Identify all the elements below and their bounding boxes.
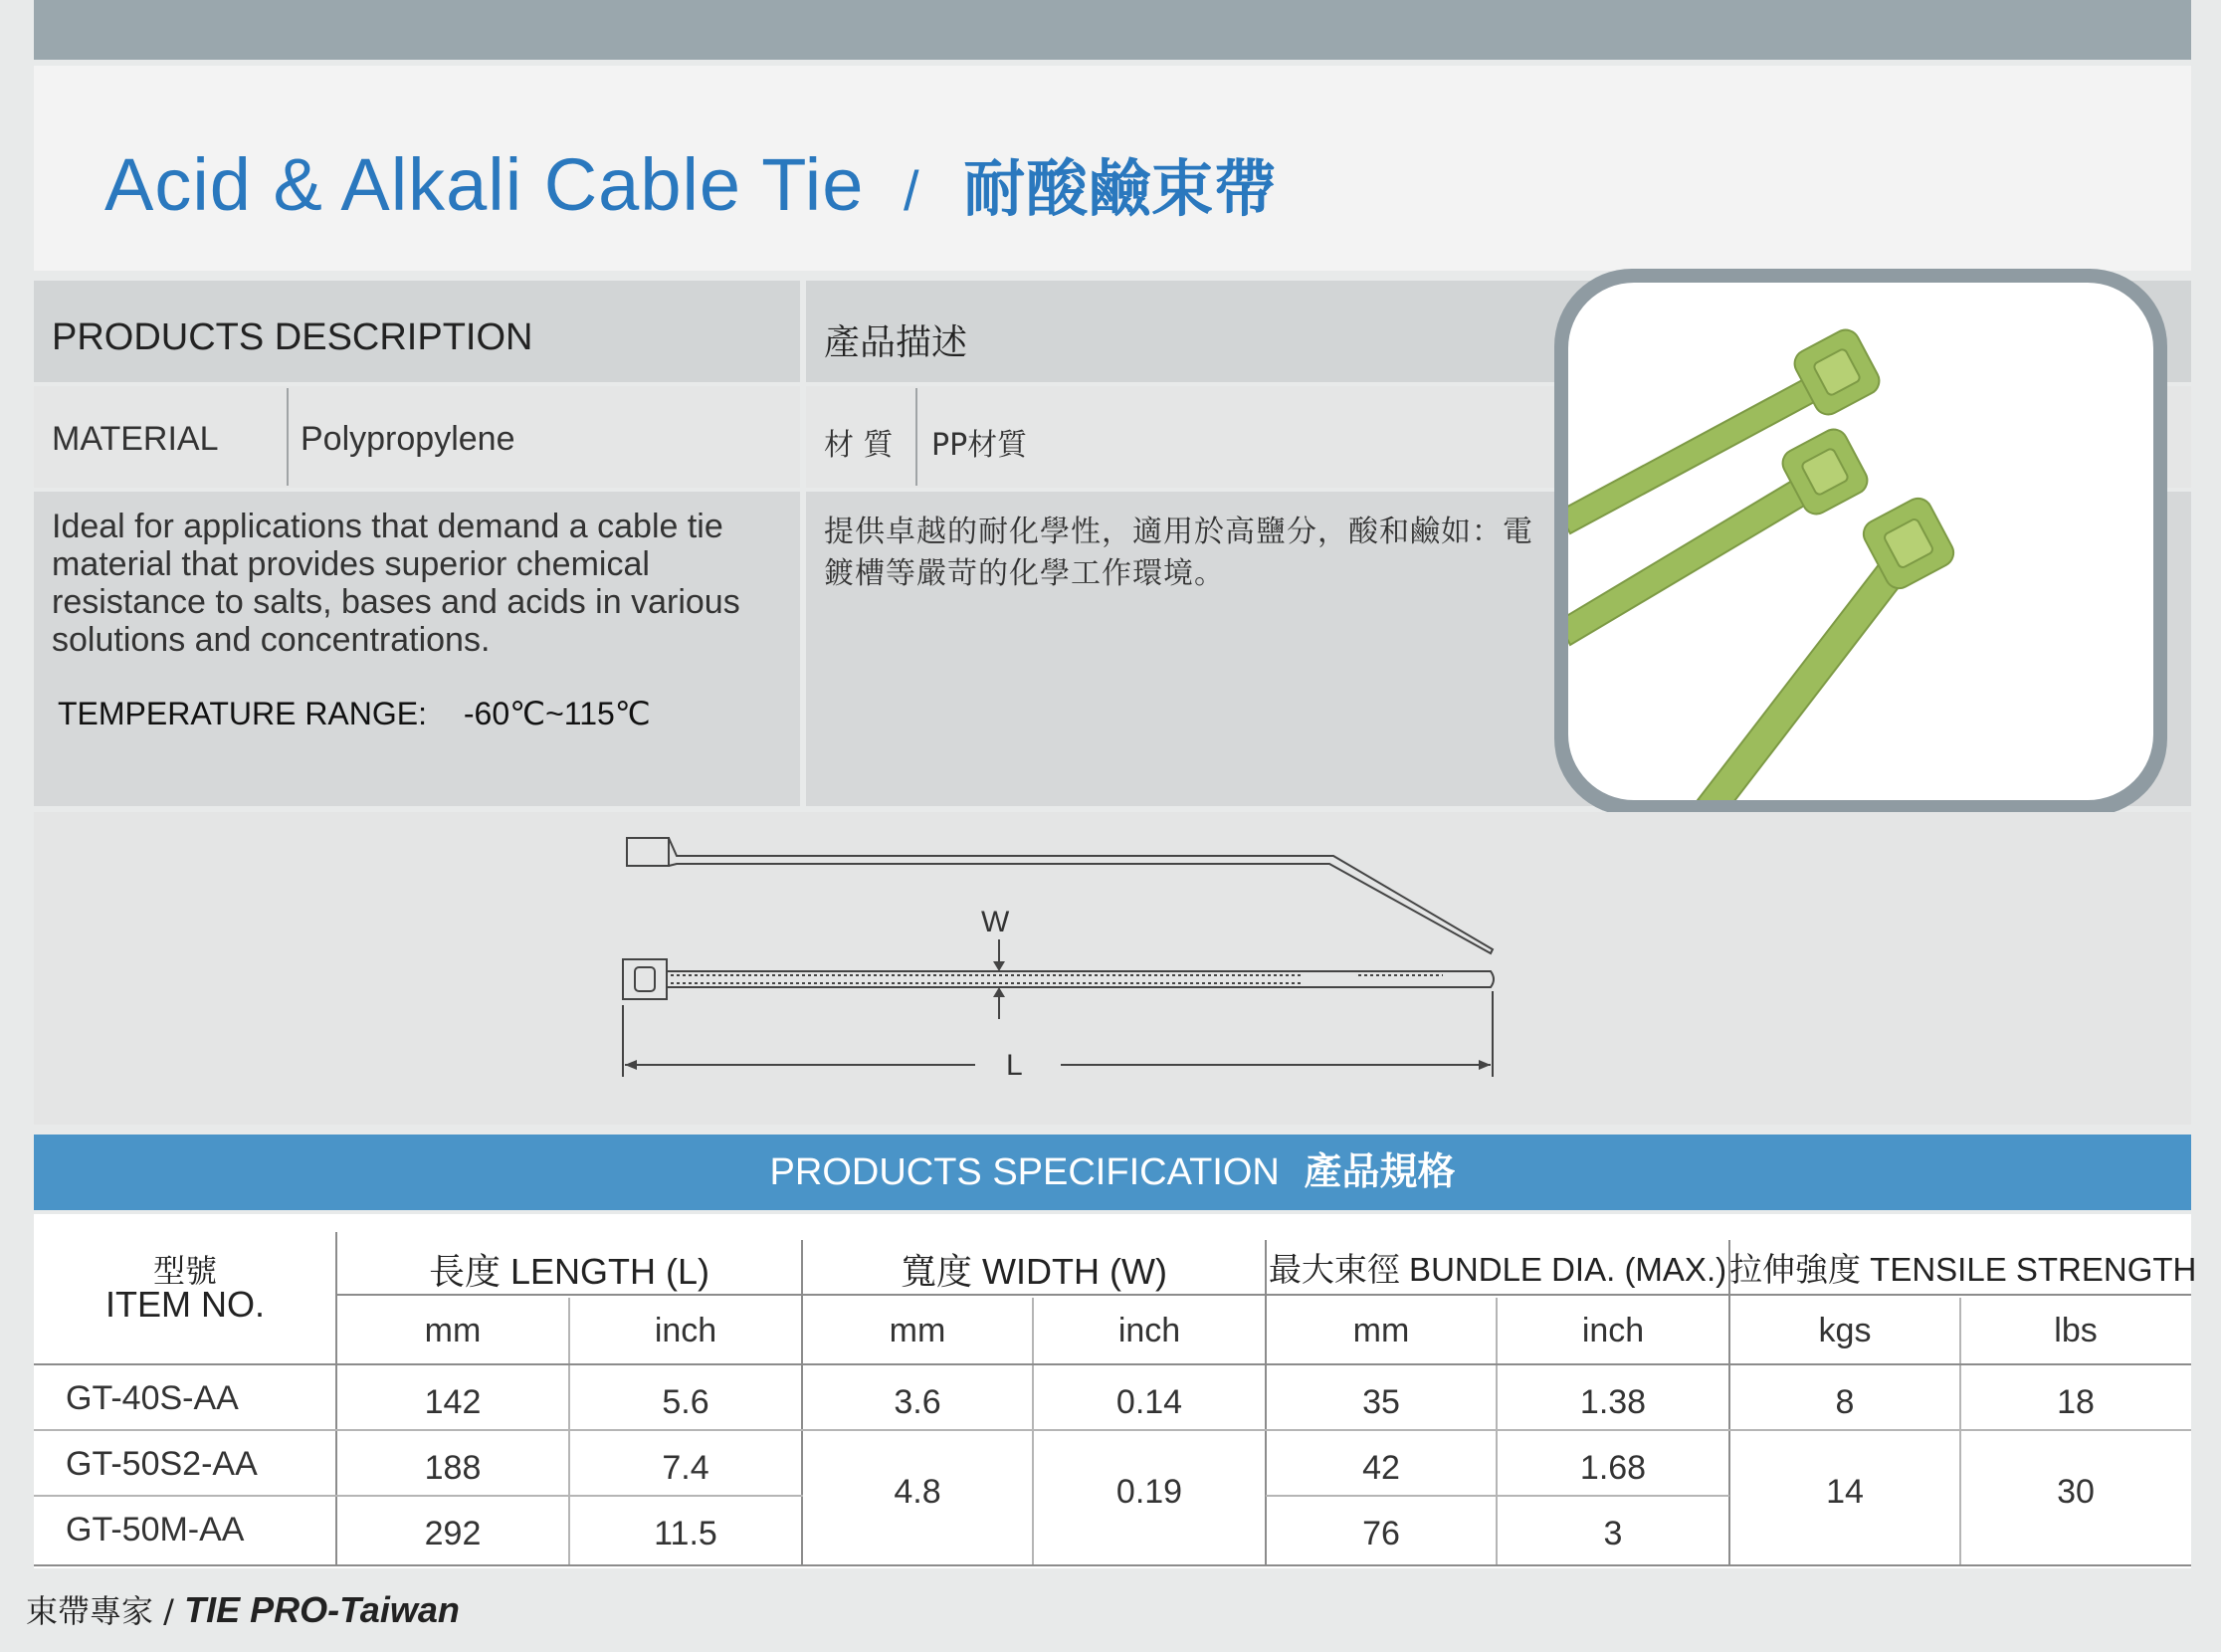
drawing-strap-front (667, 971, 1494, 987)
length-inch: 7.4 (662, 1449, 709, 1487)
unit-header: mm (889, 1312, 946, 1349)
item-no: GT-40S-AA (66, 1379, 239, 1417)
footer-zh: 束帶專家 / (26, 1592, 185, 1630)
page-title (104, 139, 1277, 228)
table-hline (34, 1564, 2191, 1566)
description-body-en: Ideal for applications that demand a cable tie material that provides superior chemical resistance to salts, bases and acids in various solutions and concentrations. (52, 508, 740, 659)
bundle-inch: 1.38 (1579, 1383, 1647, 1421)
tensile-kgs: 14 (1826, 1473, 1864, 1511)
material-label-zh: 材 質 (824, 428, 894, 463)
unit-header: kgs (1818, 1312, 1872, 1349)
spec-title-en: PRODUCTS SPECIFICATION (769, 1151, 1280, 1193)
width-label: W (981, 906, 1010, 938)
title-separator: / (903, 159, 920, 222)
length-mm: 188 (424, 1449, 482, 1487)
product-photo (1568, 283, 2153, 800)
description-heading-en: PRODUCTS DESCRIPTION (52, 316, 533, 358)
length-header: 長度 LENGTH (L) (428, 1251, 710, 1292)
length-mm: 292 (424, 1515, 482, 1552)
unit-header: mm (1352, 1312, 1410, 1349)
drawing-head-top (627, 838, 669, 866)
unit-header: inch (654, 1312, 717, 1349)
tensile-kgs: 8 (1835, 1383, 1855, 1421)
table-hline (34, 1429, 2191, 1431)
bundle-mm: 42 (1362, 1449, 1400, 1487)
length-inch: 5.6 (662, 1383, 709, 1421)
bundle-header: 最大束徑 BUNDLE DIA. (MAX.) (1268, 1251, 1727, 1288)
unit-header: lbs (2054, 1312, 2098, 1349)
table-hline (34, 1495, 803, 1497)
top-band (34, 0, 2191, 60)
table-hline (34, 1363, 2191, 1365)
bundle-inch: 1.68 (1579, 1449, 1647, 1487)
length-mm: 142 (424, 1383, 482, 1421)
cable-tie-illustration (1568, 283, 2153, 800)
temperature-label: TEMPERATURE RANGE: (58, 696, 427, 731)
drawing-head-slot (635, 967, 655, 991)
width-header: 寬度 WIDTH (W) (901, 1251, 1167, 1292)
item-no: GT-50M-AA (66, 1511, 245, 1549)
tensile-lbs: 30 (2057, 1473, 2095, 1511)
spec-title (34, 1135, 2191, 1210)
material-value-en: Polypropylene (301, 420, 515, 458)
footer (26, 1586, 460, 1632)
title-en: Acid & Alkali Cable Tie (104, 143, 865, 226)
width-mm: 4.8 (894, 1473, 941, 1511)
bundle-mm: 76 (1362, 1515, 1400, 1552)
title-zh: 耐酸鹼束帶 (963, 155, 1278, 224)
drawing-head-front (623, 959, 667, 999)
description-body-zh: 提供卓越的耐化學性，適用於高鹽分，酸和鹼如：電鍍槽等嚴苛的化學工作環境。 (824, 515, 1533, 591)
material-value-zh: PP材質 (931, 428, 1028, 463)
spec-title-zh: 產品規格 (1304, 1151, 1456, 1193)
length-inch: 11.5 (654, 1515, 717, 1552)
temperature-value: -60℃~115℃ (463, 696, 651, 731)
bundle-mm: 35 (1362, 1383, 1400, 1421)
item-header-zh: 型號 (152, 1252, 217, 1290)
drawing-strap-top (669, 838, 1493, 953)
width-mm: 3.6 (894, 1383, 941, 1421)
material-divider-en (287, 388, 289, 486)
width-inch: 0.19 (1115, 1473, 1183, 1511)
table-hline (1266, 1495, 1729, 1497)
bundle-inch: 3 (1603, 1515, 1623, 1552)
temperature-range (58, 695, 651, 732)
material-divider-zh (915, 388, 917, 486)
product-photo-frame (1554, 269, 2167, 816)
cable-tie-drawing (597, 816, 1513, 1115)
unit-header: inch (1117, 1312, 1181, 1349)
length-label: L (1006, 1049, 1023, 1082)
tensile-header: 拉伸強度 TENSILE STRENGTH (1729, 1251, 2197, 1288)
material-label-en: MATERIAL (52, 420, 219, 458)
tensile-lbs: 18 (2057, 1383, 2095, 1421)
footer-en: TIE PRO-Taiwan (184, 1589, 460, 1630)
item-no: GT-50S2-AA (66, 1445, 258, 1483)
unit-header: inch (1581, 1312, 1645, 1349)
width-inch: 0.14 (1115, 1383, 1183, 1421)
unit-header: mm (424, 1312, 482, 1349)
item-header-en: ITEM NO. (105, 1284, 265, 1325)
description-heading-zh: 產品描述 (824, 322, 968, 363)
